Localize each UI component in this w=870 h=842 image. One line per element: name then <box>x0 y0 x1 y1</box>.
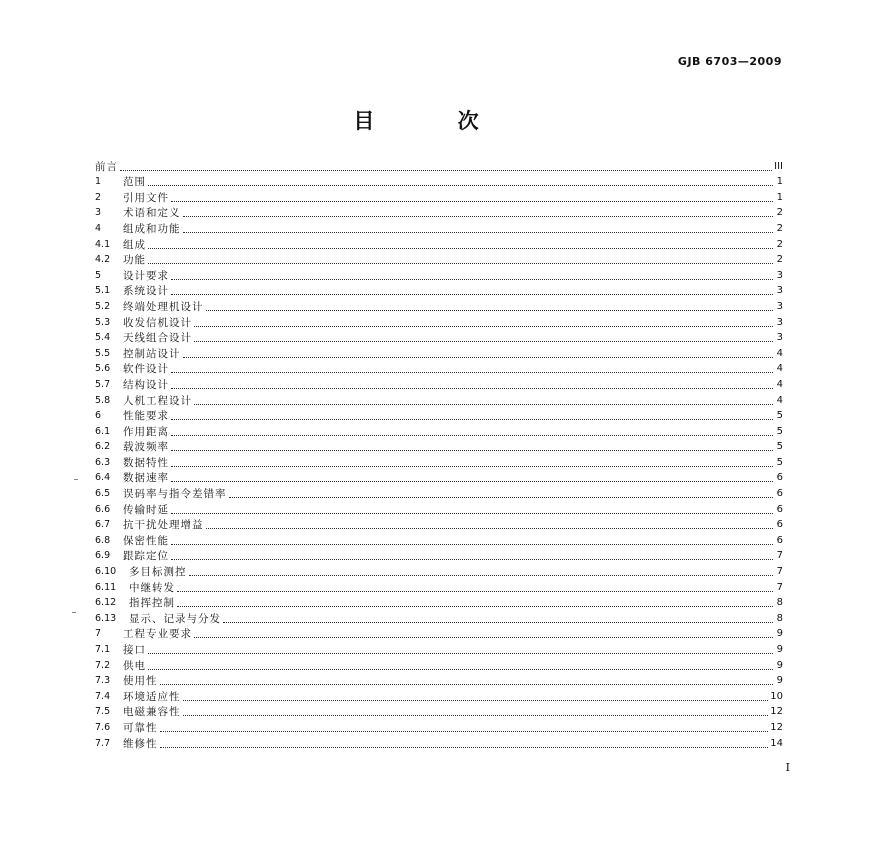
toc-leader-dots <box>171 372 773 373</box>
toc-entry-page: 8 <box>776 612 783 624</box>
toc-leader-dots <box>183 700 769 701</box>
toc-entry-label: 前言 <box>95 160 118 173</box>
toc-entry-number: 6.12 <box>95 597 117 609</box>
toc-entry-label: 天线组合设计 <box>123 332 192 345</box>
toc-entry-label: 性能要求 <box>123 410 169 423</box>
toc-entry-page: 5 <box>776 425 783 437</box>
toc-entry-label: 工程专业要求 <box>123 628 192 641</box>
toc-leader-dots <box>148 263 773 264</box>
toc-entry-number: 5.5 <box>95 347 111 359</box>
toc-entry[interactable] <box>95 158 783 174</box>
toc-entry[interactable] <box>95 610 783 626</box>
toc-entry-number: 7.7 <box>95 737 111 749</box>
toc-entry-page: 6 <box>776 472 783 484</box>
toc-entry-number: 4.1 <box>95 238 111 250</box>
toc-entry-label: 数据特性 <box>123 456 169 469</box>
toc-entry-page: 1 <box>776 191 783 203</box>
toc-entry[interactable] <box>95 361 783 377</box>
toc-entry-page: 4 <box>776 394 783 406</box>
toc-leader-dots <box>171 544 773 545</box>
toc-entry[interactable] <box>95 423 783 439</box>
toc-entry-number: 6 <box>95 410 102 422</box>
toc-leader-dots <box>189 575 774 576</box>
toc-entry-label: 功能 <box>123 254 146 267</box>
toc-entry-label: 多目标测控 <box>129 566 187 579</box>
toc-leader-dots <box>194 341 773 342</box>
toc-entry-page: 6 <box>776 534 783 546</box>
toc-entry-label: 系统设计 <box>123 285 169 298</box>
toc-entry-label: 控制站设计 <box>123 347 181 360</box>
toc-entry-number: 7.2 <box>95 659 111 671</box>
toc-entry[interactable] <box>95 408 783 424</box>
toc-entry[interactable] <box>95 719 783 735</box>
toc-entry-label: 载波频率 <box>123 441 169 454</box>
toc-entry-page: 2 <box>776 238 783 250</box>
toc-entry[interactable] <box>95 641 783 657</box>
toc-entry-number: 7.6 <box>95 721 111 733</box>
toc-entry-label: 抗干扰处理增益 <box>123 519 204 532</box>
toc-entry[interactable] <box>95 579 783 595</box>
toc-leader-dots <box>223 622 773 623</box>
toc-entry[interactable] <box>95 517 783 533</box>
toc-entry-number: 1 <box>95 176 102 188</box>
toc-entry-page: 12 <box>770 706 783 718</box>
toc-entry-number: 6.11 <box>95 581 117 593</box>
toc-leader-dots <box>171 450 773 451</box>
toc-entry-page: 1 <box>776 176 783 188</box>
toc-entry-page: 9 <box>776 628 783 640</box>
toc-entry-page: 2 <box>776 222 783 234</box>
toc-entry-page: 6 <box>776 519 783 531</box>
toc-entry-number: 7.4 <box>95 690 111 702</box>
toc-entry-label: 显示、记录与分发 <box>129 612 221 625</box>
toc-entry[interactable] <box>95 314 783 330</box>
toc-entry-label: 供电 <box>123 659 146 672</box>
toc-entry-label: 跟踪定位 <box>123 550 169 563</box>
toc-entry[interactable] <box>95 532 783 548</box>
toc-entry[interactable] <box>95 485 783 501</box>
toc-entry-page: 5 <box>776 410 783 422</box>
toc-entry-label: 组成和功能 <box>123 222 181 235</box>
toc-entry-number: 6.9 <box>95 550 111 562</box>
toc-entry-page: 10 <box>770 690 783 702</box>
toc-entry-number: 5.3 <box>95 316 111 328</box>
toc-entry[interactable] <box>95 189 783 205</box>
toc-entry-page: 5 <box>776 456 783 468</box>
toc-entry-label: 终端处理机设计 <box>123 300 204 313</box>
toc-entry[interactable] <box>95 673 783 689</box>
toc-entry-page: 14 <box>770 737 783 749</box>
toc-entry[interactable] <box>95 595 783 611</box>
toc-entry-number: 5.4 <box>95 332 111 344</box>
toc-entry[interactable] <box>95 205 783 221</box>
toc-entry[interactable] <box>95 220 783 236</box>
toc-leader-dots <box>183 715 769 716</box>
toc-leader-dots <box>148 185 773 186</box>
toc-entry-page: 8 <box>776 597 783 609</box>
toc-entry-label: 设计要求 <box>123 269 169 282</box>
toc-entry-page: III <box>774 160 783 172</box>
toc-leader-dots <box>171 466 773 467</box>
toc-entry-number: 3 <box>95 207 102 219</box>
toc-entry[interactable] <box>95 470 783 486</box>
toc-leader-dots <box>148 653 773 654</box>
toc-leader-dots <box>160 747 769 748</box>
toc-entry-page: 2 <box>776 207 783 219</box>
toc-entry-page: 4 <box>776 363 783 375</box>
toc-entry-number: 6.4 <box>95 472 111 484</box>
toc-entry-number: 6.13 <box>95 612 117 624</box>
toc-entry-number: 6.7 <box>95 519 111 531</box>
toc-entry-label: 传输时延 <box>123 503 169 516</box>
standard-code: GJB 6703—2009 <box>677 55 782 68</box>
page-number: I <box>785 761 790 774</box>
toc-entry-page: 4 <box>776 378 783 390</box>
toc-entry[interactable] <box>95 657 783 673</box>
toc-entry-number: 5.7 <box>95 378 111 390</box>
toc-entry-page: 7 <box>776 566 783 578</box>
toc-entry-label: 收发信机设计 <box>123 316 192 329</box>
toc-entry-number: 7.3 <box>95 675 111 687</box>
toc-leader-dots <box>171 294 773 295</box>
toc-leader-dots <box>177 591 773 592</box>
toc-leader-dots <box>194 637 773 638</box>
toc-leader-dots <box>171 559 773 560</box>
toc-entry[interactable] <box>95 704 783 720</box>
toc-entry-label: 范围 <box>123 176 146 189</box>
toc-entry-label: 保密性能 <box>123 534 169 547</box>
toc-leader-dots <box>183 357 774 358</box>
toc-leader-dots <box>194 404 773 405</box>
toc-entry[interactable] <box>95 283 783 299</box>
toc-entry[interactable] <box>95 439 783 455</box>
toc-entry-label: 使用性 <box>123 675 158 688</box>
toc-entry-label: 术语和定义 <box>123 207 181 220</box>
toc-entry-label: 环境适应性 <box>123 690 181 703</box>
toc-leader-dots <box>160 731 769 732</box>
toc-entry-label: 结构设计 <box>123 378 169 391</box>
toc-leader-dots <box>229 497 774 498</box>
toc-entry-label: 引用文件 <box>123 191 169 204</box>
toc-entry-page: 3 <box>776 316 783 328</box>
scan-mark <box>74 479 78 480</box>
toc-entry-number: 6.6 <box>95 503 111 515</box>
toc-entry[interactable] <box>95 501 783 517</box>
toc-entry-page: 6 <box>776 488 783 500</box>
toc-leader-dots <box>171 388 773 389</box>
toc-entry[interactable] <box>95 236 783 252</box>
toc-entry-page: 3 <box>776 300 783 312</box>
toc-leader-dots <box>206 528 774 529</box>
toc-entry-page: 7 <box>776 550 783 562</box>
toc-entry-number: 5.8 <box>95 394 111 406</box>
toc-entry-number: 6.1 <box>95 425 111 437</box>
toc-entry-label: 维修性 <box>123 737 158 750</box>
toc-entry-page: 12 <box>770 721 783 733</box>
toc-entry-number: 7.1 <box>95 644 111 655</box>
toc-leader-dots <box>171 279 773 280</box>
toc-leader-dots <box>148 669 773 670</box>
toc-entry[interactable] <box>95 345 783 361</box>
toc-entry[interactable] <box>95 688 783 704</box>
toc-entry[interactable] <box>95 548 783 564</box>
toc-entry-number: 5.6 <box>95 363 111 375</box>
scan-mark <box>72 612 76 613</box>
toc-entry-page: 3 <box>776 285 783 297</box>
toc-entry-label: 接口 <box>123 644 146 656</box>
page-title: 目 次 <box>353 108 517 133</box>
toc-leader-dots <box>171 419 773 420</box>
toc-entry-label: 误码率与指令差错率 <box>123 488 227 501</box>
toc-entry[interactable] <box>95 267 783 283</box>
toc-entry-label: 软件设计 <box>123 363 169 376</box>
toc-entry-number: 6.5 <box>95 488 111 500</box>
toc-entry[interactable] <box>95 735 783 751</box>
toc-entry-number: 7 <box>95 628 102 640</box>
toc-entry[interactable] <box>95 330 783 346</box>
toc-leader-dots <box>194 326 773 327</box>
toc-entry[interactable] <box>95 392 783 408</box>
toc-leader-dots <box>171 435 773 436</box>
toc-leader-dots <box>148 248 773 249</box>
toc-entry-label: 中继转发 <box>129 581 175 594</box>
toc-leader-dots <box>183 216 774 217</box>
toc-entry[interactable] <box>95 298 783 314</box>
toc-entry-number: 2 <box>95 191 102 203</box>
toc-leader-dots <box>183 232 774 233</box>
toc-entry-label: 数据速率 <box>123 472 169 485</box>
toc-entry-number: 4 <box>95 222 102 234</box>
toc-entry-page: 9 <box>776 659 783 671</box>
toc-entry-label: 指挥控制 <box>129 597 175 610</box>
toc-entry[interactable] <box>95 563 783 579</box>
toc-entry-page: 2 <box>776 254 783 266</box>
toc-entry-page: 4 <box>776 347 783 359</box>
toc-entry-number: 6.3 <box>95 456 111 468</box>
toc-entry-page: 7 <box>776 581 783 593</box>
toc-entry-number: 5.2 <box>95 300 111 312</box>
toc-entry-page: 9 <box>776 675 783 687</box>
toc-entry-page: 3 <box>776 269 783 281</box>
toc-leader-dots <box>206 310 774 311</box>
toc-entry-number: 4.2 <box>95 254 111 266</box>
toc-leader-dots <box>171 201 773 202</box>
toc-leader-dots <box>160 684 774 685</box>
toc-entry[interactable] <box>95 626 783 642</box>
toc-entry-page: 3 <box>776 332 783 344</box>
toc-entry-label: 组成 <box>123 238 146 251</box>
toc-entry-number: 6.8 <box>95 534 111 546</box>
toc-entry-number: 7.5 <box>95 706 111 718</box>
toc-entry-number: 6.2 <box>95 441 111 453</box>
toc-leader-dots <box>171 481 773 482</box>
table-of-contents <box>95 158 783 751</box>
toc-entry-page: 5 <box>776 441 783 453</box>
toc-entry-page: 6 <box>776 503 783 515</box>
toc-entry-label: 人机工程设计 <box>123 394 192 407</box>
toc-leader-dots <box>177 606 773 607</box>
toc-entry-number: 6.10 <box>95 566 117 578</box>
toc-entry-number: 5 <box>95 269 102 281</box>
toc-leader-dots <box>120 170 772 171</box>
toc-entry[interactable] <box>95 252 783 268</box>
toc-entry[interactable] <box>95 376 783 392</box>
toc-entry-label: 可靠性 <box>123 721 158 734</box>
toc-entry-label: 电磁兼容性 <box>123 706 181 719</box>
toc-leader-dots <box>171 513 773 514</box>
toc-entry-number: 5.1 <box>95 285 111 297</box>
toc-entry-label: 作用距离 <box>123 425 169 438</box>
toc-entry-page: 9 <box>776 644 783 655</box>
toc-entry[interactable] <box>95 174 783 190</box>
toc-entry[interactable] <box>95 454 783 470</box>
